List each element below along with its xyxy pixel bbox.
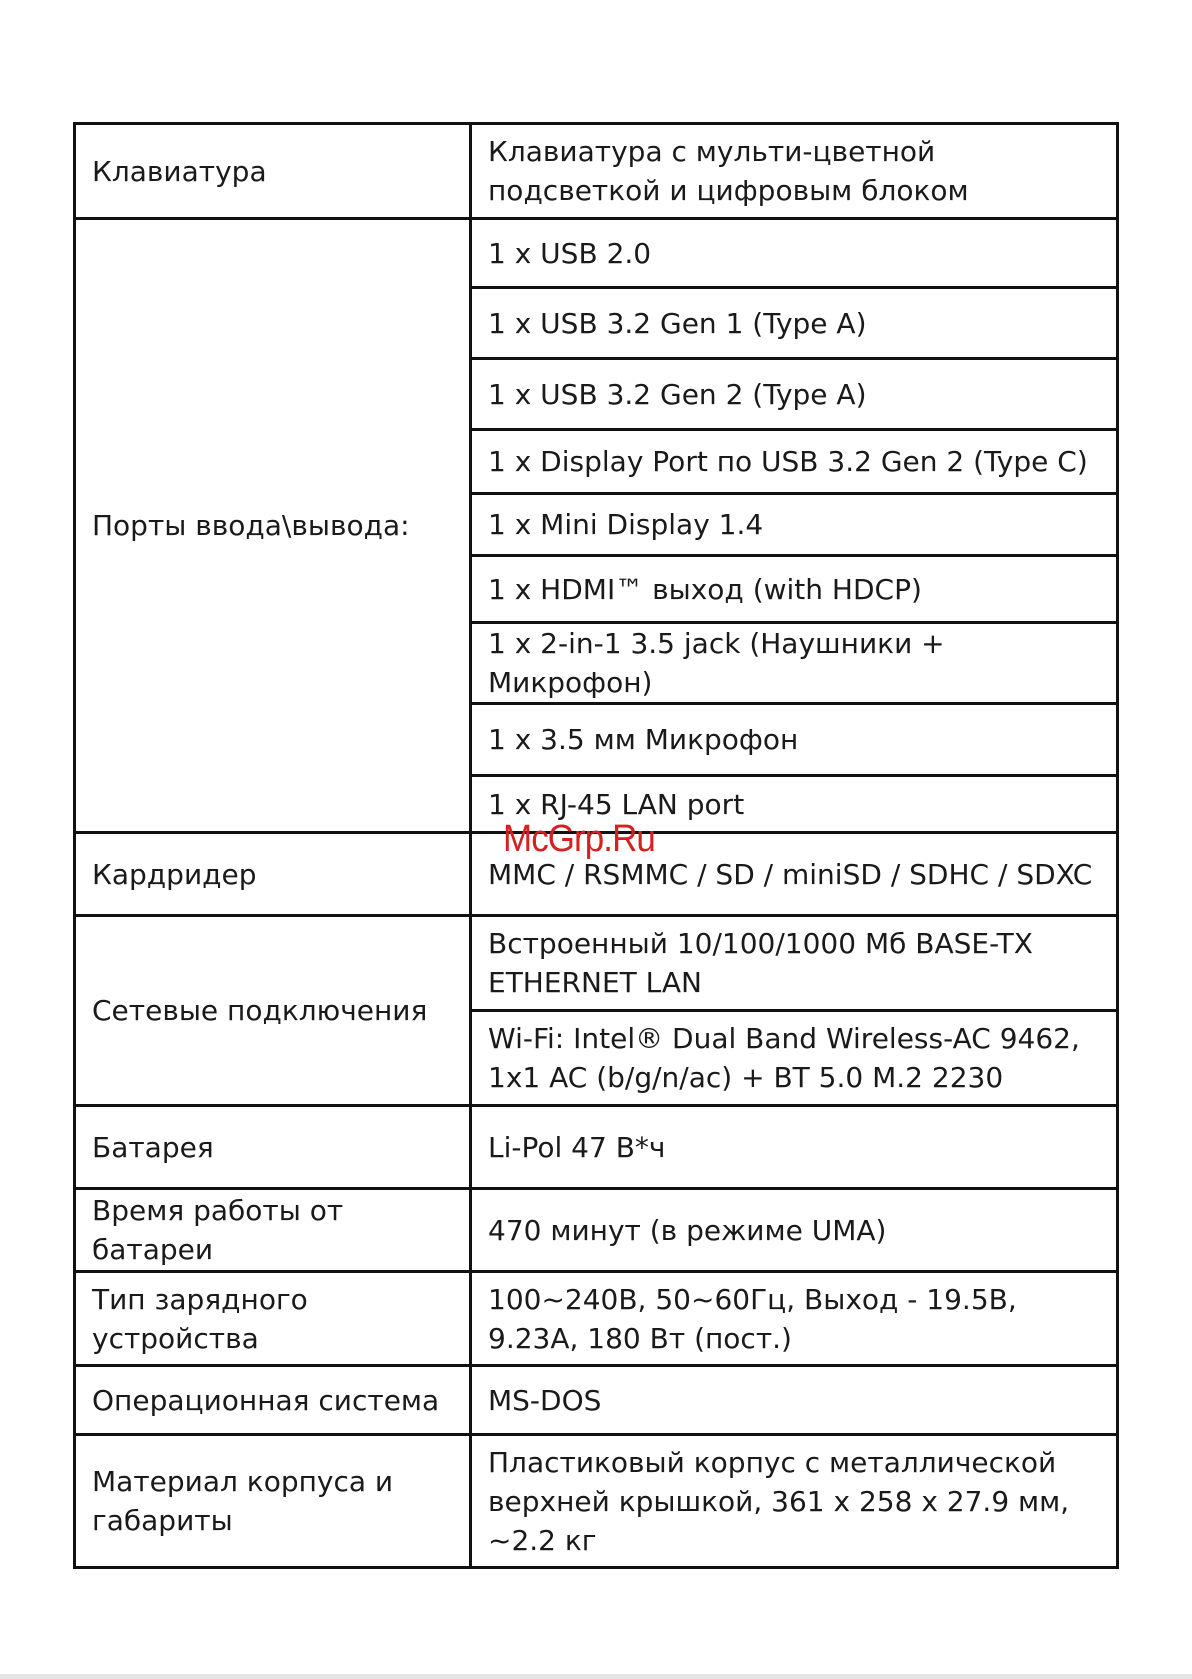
spec-value: 1 x 2-in-1 3.5 jack (Наушники + Микрофон) xyxy=(471,623,1118,704)
spec-value: Клавиатура с мульти-цветной подсветкой и цифровым блоком xyxy=(471,124,1118,219)
spec-row-ports xyxy=(75,219,1118,288)
spec-value: MMC / RSMMC / SD / miniSD / SDHC / SDXC xyxy=(471,833,1118,916)
spec-label: Порты ввода\вывода: xyxy=(75,219,471,833)
spec-label: Клавиатура xyxy=(75,124,471,219)
spec-value: 100~240В, 50~60Гц, Выход - 19.5В, 9.23А, 180 Вт (пост.) xyxy=(471,1272,1118,1366)
watermark-logo: McGrp.Ru xyxy=(503,818,655,860)
spec-value: 470 минут (в режиме UMA) xyxy=(471,1189,1118,1272)
spec-label: Тип зарядного устройства xyxy=(75,1272,471,1366)
spec-row-os xyxy=(75,1366,1118,1435)
spec-value: 1 x 3.5 мм Микрофон xyxy=(471,704,1118,776)
spec-row-battery-life xyxy=(75,1189,1118,1272)
spec-value: 1 x Mini Display 1.4 xyxy=(471,494,1118,556)
spec-value: 1 x HDMI™ выход (with HDCP) xyxy=(471,556,1118,623)
spec-value: MS-DOS xyxy=(471,1366,1118,1435)
spec-value: Wi-Fi: Intel® Dual Band Wireless-AC 9462, 1x1 AC (b/g/n/ac) + BT 5.0 M.2 2230 xyxy=(471,1011,1118,1106)
spec-value: 1 x USB 3.2 Gen 1 (Type A) xyxy=(471,288,1118,359)
spec-value: 1 x Display Port по USB 3.2 Gen 2 (Type C) xyxy=(471,430,1118,494)
spec-value: Встроенный 10/100/1000 Мб BASE-TX ETHERNET LAN xyxy=(471,916,1118,1011)
spec-label: Материал корпуса и габариты xyxy=(75,1435,471,1568)
spec-row-case xyxy=(75,1435,1118,1568)
spec-label: Батарея xyxy=(75,1106,471,1189)
spec-value: 1 x USB 2.0 xyxy=(471,219,1118,288)
spec-value: Пластиковый корпус с металлической верхней крышкой, 361 x 258 x 27.9 мм, ~2.2 кг xyxy=(471,1435,1118,1568)
page-bottom-edge xyxy=(0,1674,1192,1679)
spec-row-battery xyxy=(75,1106,1118,1189)
spec-label: Кардридер xyxy=(75,833,471,916)
spec-row-keyboard xyxy=(75,124,1118,219)
spec-label: Сетевые подключения xyxy=(75,916,471,1106)
spec-label: Время работы от батареи xyxy=(75,1189,471,1272)
spec-row-network xyxy=(75,916,1118,1011)
spec-value: Li-Pol 47 В*ч xyxy=(471,1106,1118,1189)
spec-value: 1 x RJ-45 LAN port xyxy=(471,776,1118,833)
spec-row-charger xyxy=(75,1272,1118,1366)
spec-value: 1 x USB 3.2 Gen 2 (Type A) xyxy=(471,359,1118,430)
spec-label: Операционная система xyxy=(75,1366,471,1435)
